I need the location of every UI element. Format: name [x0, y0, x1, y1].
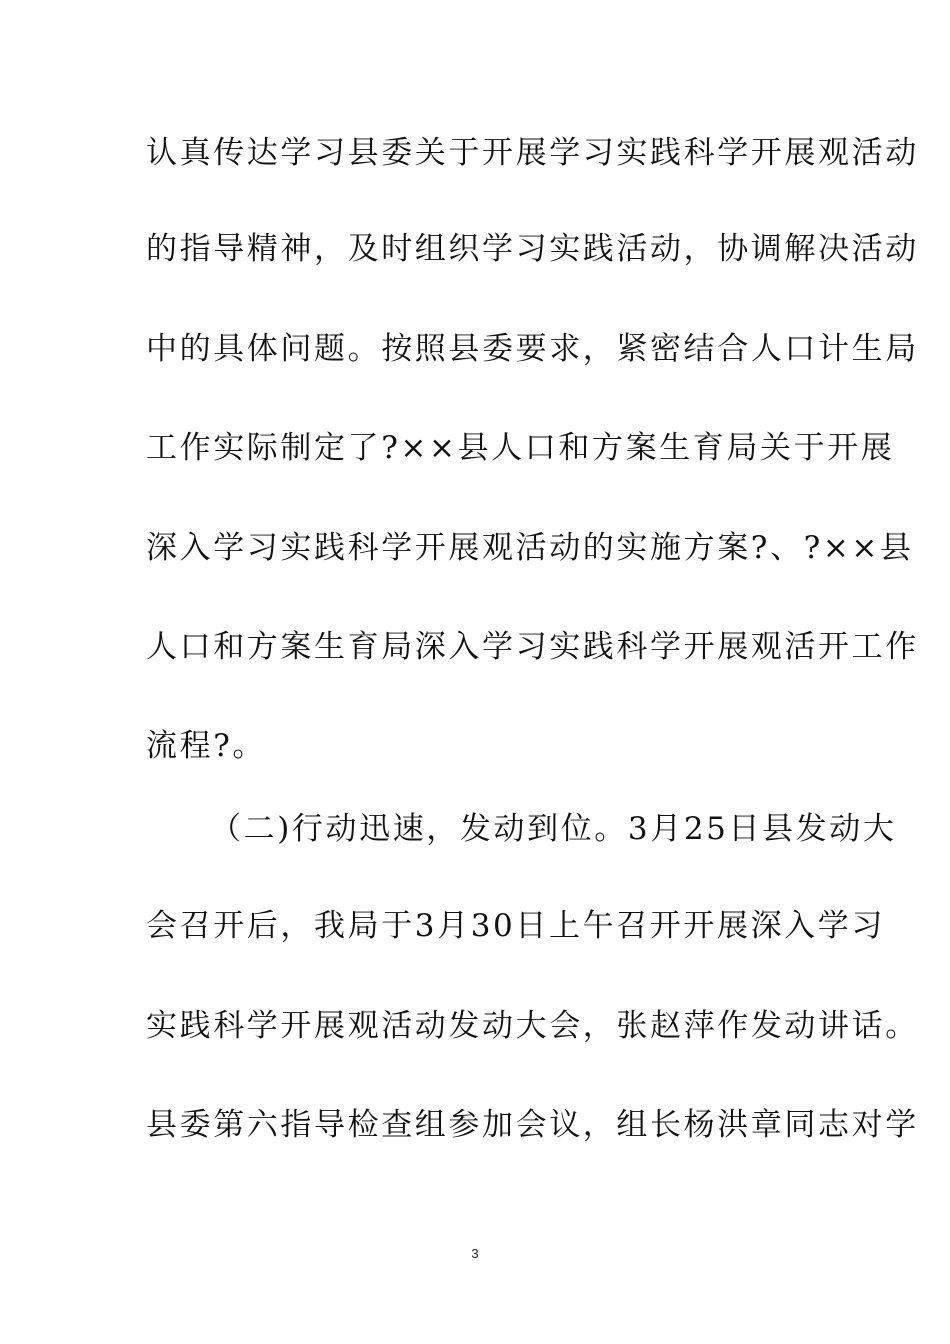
- body-text-line: 会召开后，我局于3月30日上午召开开展深入学习: [146, 908, 885, 944]
- body-text-line: 认真传达学习县委关于开展学习实践科学开展观活动: [146, 135, 919, 171]
- body-text-line: 的指导精神，及时组织学习实践活动，协调解决活动: [146, 231, 919, 267]
- page-number: 3: [471, 1246, 479, 1261]
- body-text-line: 人口和方案生育局深入学习实践科学开展观活开工作: [146, 629, 919, 665]
- body-text-line: 县委第六指导检查组参加会议，组长杨洪章同志对学: [146, 1107, 919, 1143]
- body-text-line: 实践科学开展观活动发动大会，张赵萍作发动讲话。: [146, 1008, 919, 1044]
- section-heading-line: （二)行动迅速，发动到位。3月25日县发动大: [210, 811, 897, 847]
- body-text-line: 流程?。: [146, 728, 267, 764]
- body-text-line: 中的具体问题。按照县委要求，紧密结合人口计生局: [146, 331, 919, 367]
- body-text-line: 深入学习实践科学开展观活动的实施方案?、?××县: [146, 530, 914, 566]
- body-text-line: 工作实际制定了?××县人口和方案生育局关于开展: [146, 430, 895, 466]
